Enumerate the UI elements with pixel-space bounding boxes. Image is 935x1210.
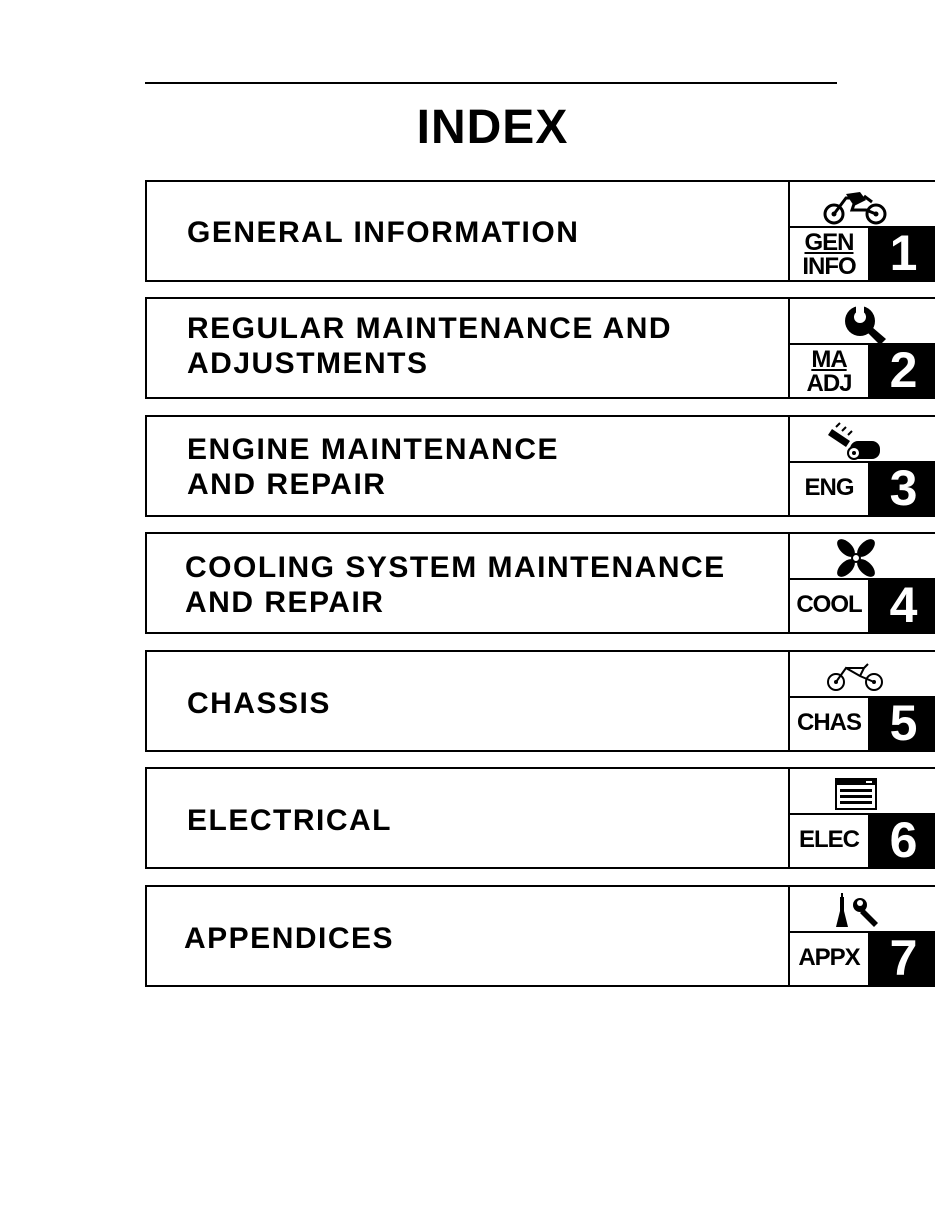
section-label: ENGINE MAINTENANCE AND REPAIR	[187, 433, 560, 501]
section-engine[interactable]	[145, 415, 935, 517]
section-tab-3[interactable]	[788, 415, 935, 517]
section-tab-7[interactable]	[788, 885, 935, 987]
section-label: GENERAL INFORMATION	[187, 216, 580, 249]
section-code	[790, 343, 870, 397]
section-number: 5	[870, 696, 935, 750]
section-label: COOLING SYSTEM MAINTENANCE AND REPAIR	[185, 551, 726, 619]
section-code: ELEC	[790, 813, 870, 867]
top-rule	[145, 82, 837, 84]
section-tab-4[interactable]	[788, 532, 935, 634]
section-number: 1	[870, 226, 935, 280]
chassis-icon	[820, 656, 890, 698]
section-code: ENG	[790, 461, 870, 515]
section-code: COOL	[790, 578, 870, 632]
section-code	[790, 226, 870, 280]
page-title: INDEX	[416, 101, 569, 154]
section-code: APPX	[790, 931, 870, 985]
section-number: 2	[870, 343, 935, 397]
section-code-line1: MA	[811, 346, 847, 373]
section-tab-1[interactable]	[788, 180, 935, 282]
wrench-icon	[820, 303, 890, 345]
section-code-line2: ADJ	[806, 370, 852, 397]
engine-icon	[820, 421, 890, 463]
section-appendices[interactable]	[145, 885, 935, 987]
battery-icon	[820, 773, 890, 815]
section-tab-5[interactable]	[788, 650, 935, 752]
section-label: ELECTRICAL	[187, 804, 392, 837]
section-tab-2[interactable]	[788, 297, 935, 399]
section-code-line2: INFO	[802, 253, 856, 280]
section-chassis[interactable]	[145, 650, 935, 752]
section-number: 7	[870, 931, 935, 985]
tools-icon	[820, 891, 890, 933]
fan-icon	[820, 538, 890, 580]
section-label: REGULAR MAINTENANCE AND ADJUSTMENTS	[187, 312, 673, 380]
section-tab-6[interactable]	[788, 767, 935, 869]
section-number: 4	[870, 578, 935, 632]
section-code-line1: GEN	[804, 229, 854, 256]
section-number: 3	[870, 461, 935, 515]
section-number: 6	[870, 813, 935, 867]
section-electrical[interactable]	[145, 767, 935, 869]
section-code: CHAS	[790, 696, 870, 750]
section-cooling-system[interactable]	[145, 532, 935, 634]
section-label: APPENDICES	[184, 922, 395, 955]
section-regular-maintenance[interactable]	[145, 297, 935, 399]
section-general-information[interactable]	[145, 180, 935, 282]
section-label: CHASSIS	[187, 687, 331, 720]
motorcycle-icon	[820, 186, 890, 228]
